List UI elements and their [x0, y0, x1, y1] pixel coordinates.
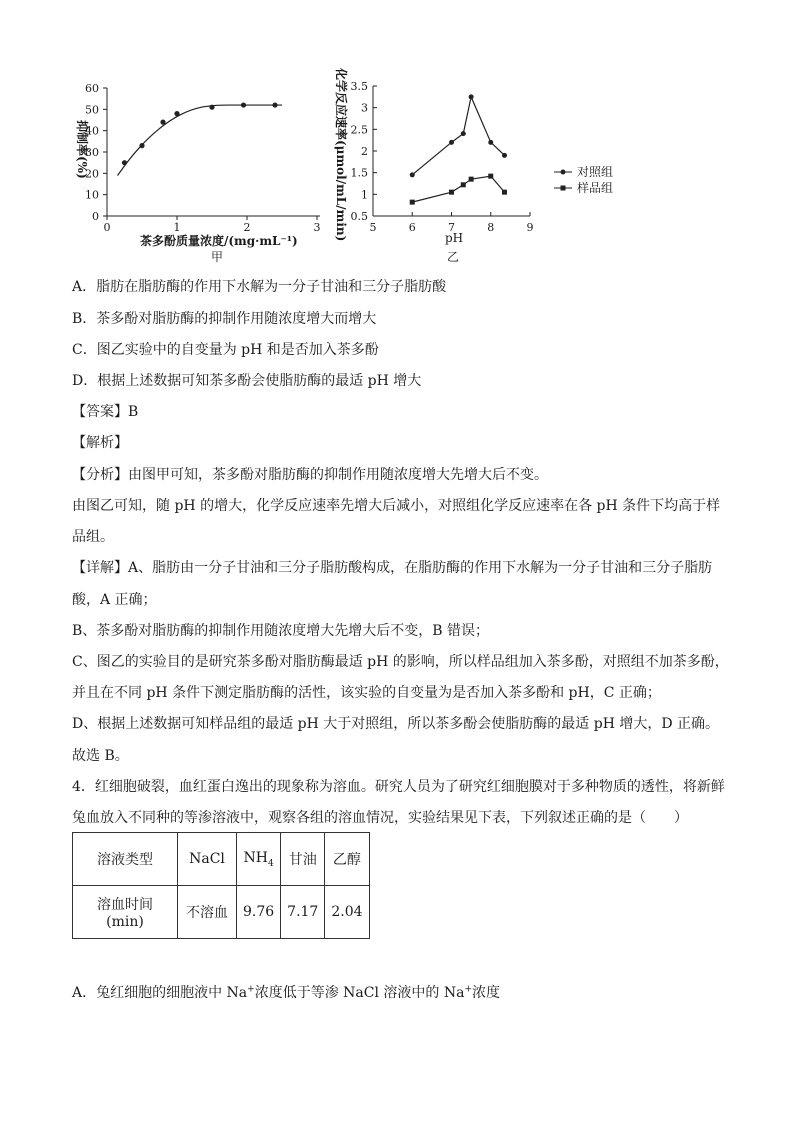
jia-data-point: [241, 102, 246, 107]
yi-sample-point: [469, 177, 474, 182]
option-d: D．根据上述数据可知茶多酚会使脂肪酶的最适 pH 增大: [72, 373, 422, 389]
table-cell: 2.04: [325, 886, 369, 939]
jia-data-point: [122, 160, 127, 165]
q4-opt-a-part2: 浓度低于等渗 NaCl 溶液中的 Na: [254, 985, 465, 1001]
detail-line-5: 并且在不同 pH 条件下测定脂肪酶的活性，该实验的自变量为是否加入茶多酚和 pH，C 正确；: [72, 685, 661, 701]
yi-xtick-label: 9: [526, 221, 534, 234]
jia-xlabel: 茶多酚质量浓度/(mg·mL⁻¹): [140, 234, 298, 248]
detail-line-1: 【详解】A、脂肪由一分子甘油和三分子脂肪酸构成，在脂肪酶的作用下水解为一分子甘油和三分子脂肪: [72, 560, 713, 576]
jia-xtick-label: 0: [103, 221, 111, 234]
jia-ytick-label: 60: [85, 82, 99, 95]
chart-jia: [60, 78, 350, 268]
yi-title: 乙: [447, 250, 460, 264]
jia-xtick-label: 2: [243, 221, 251, 234]
analysis-line-1: 【分析】由图甲可知，茶多酚对脂肪酶的抑制作用随浓度增大先增大后不变。: [72, 467, 548, 483]
yi-sample-point: [449, 190, 454, 195]
yi-ytick-label: 3.5: [350, 80, 368, 93]
table-header-cell: 乙醇: [325, 833, 369, 886]
table-header-cell: NaCl: [178, 833, 237, 886]
detail-line-4: C、图乙的实验目的是研究茶多酚对脂肪酶最适 pH 的影响，所以样品组加入茶多酚，对照组不加茶多酚，: [72, 654, 729, 670]
question-4-line-1: 4．红细胞破裂，血红蛋白逸出的现象称为溶血。研究人员为了研究红细胞膜对于多种物质的透性，将新鲜: [72, 779, 725, 795]
option-c: C．图乙实验中的自变量为 pH 和是否加入茶多酚: [72, 342, 379, 358]
yi-control-point: [502, 153, 507, 158]
yi-xtick-label: 7: [448, 221, 455, 234]
jia-ytick-label: 40: [85, 124, 99, 138]
jia-fit-curve: [118, 105, 283, 175]
jia-data-point: [160, 120, 165, 125]
detail-line-6: D、根据上述数据可知样品组的最适 pH 大于对照组，所以茶多酚会使脂肪酶的最适 pH 增大，D 正确。: [72, 716, 720, 732]
q4-opt-a-part3: 浓度: [472, 985, 500, 1001]
legend-sample: 样品组: [577, 181, 614, 195]
detail-line-7: 故选 B。: [72, 748, 129, 764]
table-row: [73, 886, 370, 939]
question-4-option-a: [72, 982, 500, 1002]
yi-xtick-label: 5: [369, 221, 377, 234]
option-a: A．脂肪在脂肪酶的作用下水解为一分子甘油和三分子脂肪酸: [72, 279, 447, 295]
table-header-cell: [237, 833, 281, 886]
yi-series-control-line: [412, 97, 504, 175]
table-row-label: 溶血时间(min): [73, 886, 178, 939]
q4-opt-a-sup1: +: [247, 984, 255, 995]
yi-ytick-label: 1: [361, 188, 368, 202]
table-cell: 7.17: [281, 886, 325, 939]
table-header-cell: 溶液类型: [73, 833, 178, 886]
legend-marker-sample: [561, 186, 566, 191]
jia-ytick-label: 30: [85, 146, 99, 159]
yi-control-point: [461, 131, 466, 136]
jia-ytick-label: 20: [85, 167, 99, 181]
jia-ytick-label: 50: [85, 103, 99, 117]
jia-data-point: [209, 105, 214, 110]
yi-control-point: [488, 140, 493, 145]
detail-line-3: B、茶多酚对脂肪酶的抑制作用随浓度增大先增大后不变，B 错误；: [72, 623, 490, 639]
jia-title: 甲: [211, 250, 224, 264]
jia-data-point: [139, 143, 144, 148]
table-cell: 9.76: [237, 886, 281, 939]
jia-ylabel: 抑制率(%): [75, 120, 89, 179]
analysis-line-3: 品组。: [72, 529, 114, 545]
yi-control-point: [410, 172, 415, 177]
yi-xtick-label: 8: [487, 221, 495, 234]
yi-ylabel: 化学反应速率(μmol/mL/min): [334, 68, 348, 242]
yi-sample-point: [502, 190, 507, 195]
question-4-line-2: 兔血放入不同种的等渗溶液中，观察各组的溶血情况，实验结果见下表，下列叙述正确的是（ ）: [72, 810, 688, 826]
yi-xtick-label: 6: [408, 221, 416, 234]
yi-sample-point: [461, 182, 466, 187]
jia-xtick-label: 1: [173, 221, 181, 234]
jia-ytick-label: 0: [92, 210, 99, 223]
yi-sample-point: [410, 200, 415, 205]
legend-marker-control: [561, 170, 566, 175]
jia-xtick-label: 3: [313, 221, 321, 234]
yi-ytick-label: 2: [361, 145, 368, 158]
yi-ytick-label: 0.5: [350, 210, 368, 223]
yi-ytick-label: 3: [361, 101, 368, 115]
chart-yi: [330, 64, 630, 269]
table-cell: 不溶血: [178, 886, 237, 939]
option-b: B．茶多酚对脂肪酶的抑制作用随浓度增大而增大: [72, 311, 377, 327]
jia-ytick-label: 10: [85, 188, 99, 202]
yi-legend: [554, 164, 613, 195]
q4-opt-a-sup2: +: [464, 984, 472, 995]
nh-label: NH: [243, 849, 268, 866]
q4-opt-a-part1: A．兔红细胞的细胞液中 Na: [72, 985, 248, 1001]
yi-control-point: [469, 94, 474, 99]
nh-subscript: 4: [267, 858, 274, 869]
yi-ytick-label: 1.5: [350, 166, 368, 180]
yi-series-sample-line: [412, 176, 504, 202]
detail-line-2: 酸，A 正确；: [72, 592, 157, 608]
yi-sample-point: [488, 174, 493, 179]
yi-ytick-label: 2.5: [350, 123, 368, 137]
analysis-heading: 【解析】: [72, 435, 128, 451]
yi-control-point: [449, 140, 454, 145]
yi-xlabel: pH: [445, 231, 464, 245]
hemolysis-table: [72, 832, 370, 939]
jia-data-point: [174, 111, 179, 116]
analysis-line-2: 由图乙可知，随 pH 的增大，化学反应速率先增大后减小，对照组化学反应速率在各 pH 条件下均高于样: [72, 498, 721, 514]
legend-control: 对照组: [577, 165, 614, 179]
jia-data-point: [272, 102, 277, 107]
table-row: [73, 833, 370, 886]
answer: 【答案】B: [72, 404, 139, 420]
table-header-cell: 甘油: [281, 833, 325, 886]
